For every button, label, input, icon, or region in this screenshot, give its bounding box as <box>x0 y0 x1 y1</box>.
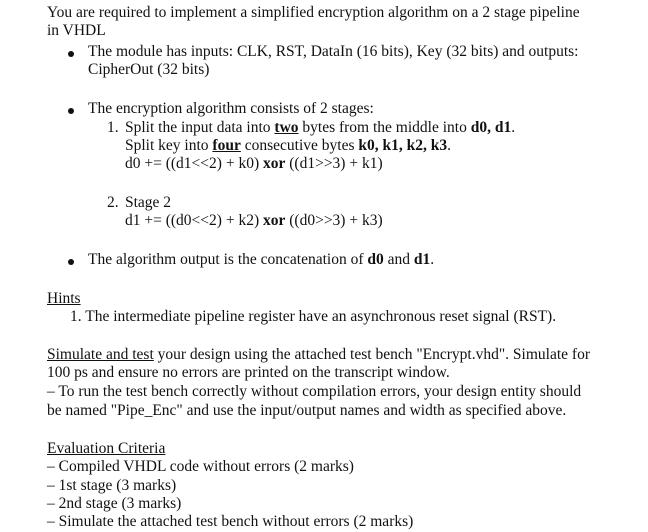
step-2-title: Stage 2 <box>125 194 172 211</box>
hints-title: Hints <box>47 290 81 307</box>
step-2-formula: d1 += ((d0<<2) + k2) xor ((d0>>3) + k3) <box>125 212 383 229</box>
intro-line-1: You are required to implement a simplified encryption algorithm on a 2 stage pipeline <box>47 4 580 21</box>
simulate-line-2: 100 ps and ensure no errors are printed on the transcript window. <box>47 364 450 381</box>
evaluation-title: Evaluation Criteria <box>47 440 166 457</box>
bullet-dot-3 <box>68 259 74 265</box>
step-1-split-data: Split the input data into two bytes from the middle into d0, d1. <box>125 119 516 136</box>
output-concat-line: The algorithm output is the concatenation of d0 and d1. <box>88 251 435 268</box>
simulate-line-3: – To run the test bench correctly without compilation errors, your design entity should <box>47 383 582 400</box>
module-io-line-1: The module has inputs: CLK, RST, DataIn (16 bits), Key (32 bits) and outputs: <box>88 43 579 60</box>
algorithm-heading: The encryption algorithm consists of 2 stages: <box>88 100 374 117</box>
bullet-dot-2 <box>68 108 74 114</box>
bullet-dot-1 <box>68 51 74 57</box>
simulate-line-4: be named "Pipe_Enc" and use the input/output names and width as specified above. <box>47 402 567 419</box>
evaluation-item: – 2nd stage (3 marks) <box>47 495 182 512</box>
keyword-four: four <box>212 137 241 154</box>
step-1-number: 1. <box>107 119 119 136</box>
step-2-number: 2. <box>107 194 119 211</box>
module-io-line-2: CipherOut (32 bits) <box>88 61 210 78</box>
step-1-formula: d0 += ((d1<<2) + k0) xor ((d1>>3) + k1) <box>125 155 383 172</box>
simulate-and-test-label: Simulate and test <box>47 346 154 363</box>
evaluation-item: – 1st stage (3 marks) <box>47 477 177 494</box>
hint-item-1: 1. The intermediate pipeline register have an asynchronous reset signal (RST). <box>70 308 557 325</box>
evaluation-item: – Simulate the attached test bench without errors (2 marks) <box>47 513 414 530</box>
step-1-split-key: Split key into four consecutive bytes k0, k1, k2, k3. <box>125 137 451 154</box>
evaluation-item: – Compiled VHDL code without errors (2 marks) <box>47 458 354 475</box>
intro-line-2: in VHDL <box>47 22 106 39</box>
keyword-two: two <box>274 119 299 136</box>
simulate-line-1: Simulate and test your design using the attached test bench "Encrypt.vhd". Simulate for <box>47 346 590 363</box>
